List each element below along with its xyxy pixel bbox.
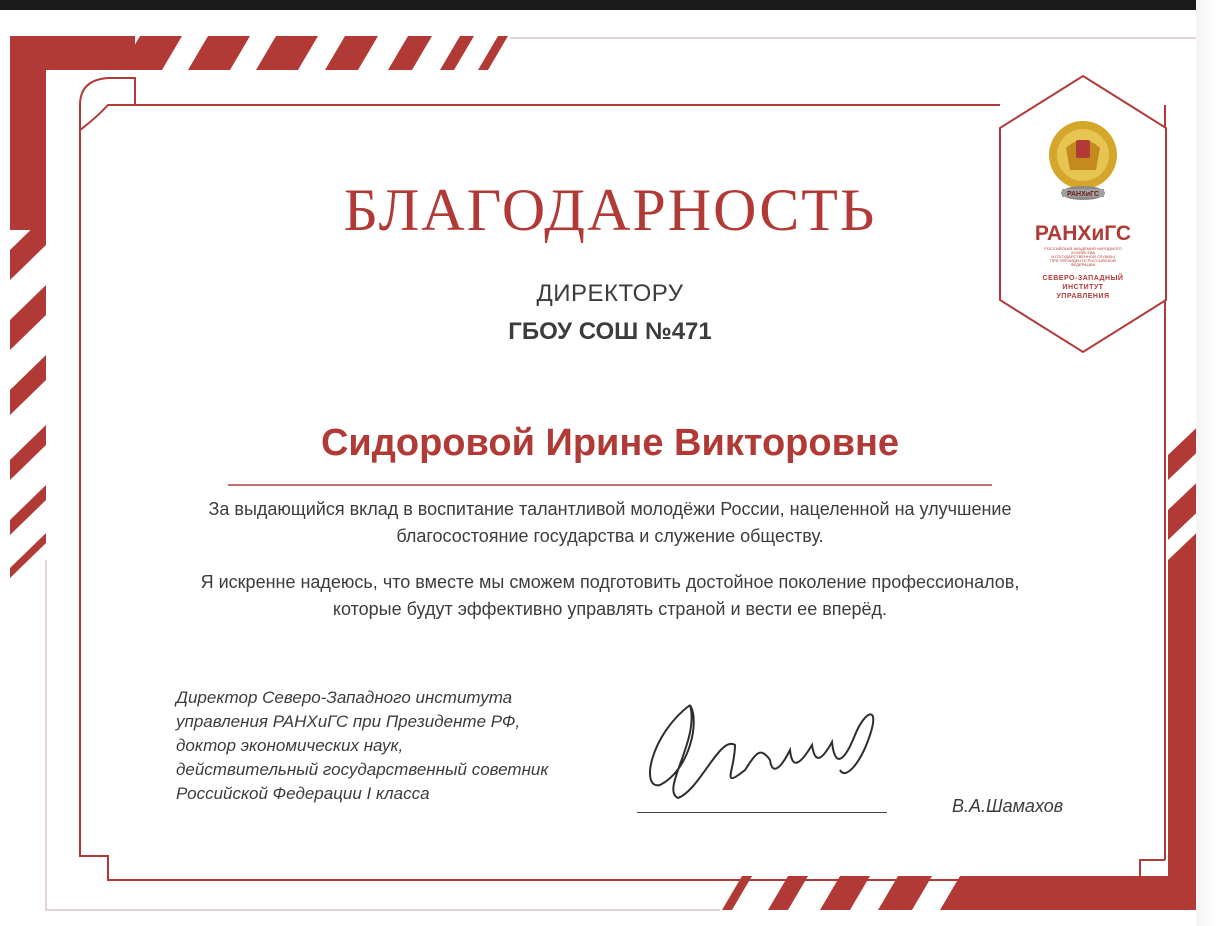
- recipient-name: Сидоровой Ирине Викторовне: [320, 422, 900, 464]
- signer-title-line: Директор Северо-Западного института: [176, 688, 513, 707]
- signer-title-line: управления РАНХиГС при Президенте РФ,: [176, 712, 521, 731]
- corner-band-top-left: [10, 36, 135, 230]
- top-stripes: [120, 36, 508, 70]
- gratitude-paragraph: [190, 496, 1030, 550]
- signer-title-line: Российской Федерации I класса: [176, 784, 430, 803]
- hope-paragraph: [190, 569, 1030, 623]
- certificate-title: БЛАГОДАРНОСТЬ: [343, 177, 877, 243]
- paragraph-line: благосостояние государства и служение обществу.: [396, 526, 824, 546]
- logo-institute-line: УПРАВЛЕНИЯ: [1056, 293, 1110, 300]
- logo-abbreviation: РАНХиГС: [1034, 222, 1132, 245]
- logo-hexagon: [1000, 76, 1166, 352]
- logo-academy-fullname: [1042, 247, 1124, 267]
- logo-tiny-line: ПРИ ПРЕЗИДЕНТЕ РОССИЙСКОЙ ФЕДЕРАЦИИ: [1050, 258, 1116, 267]
- bottom-stripes: [722, 876, 932, 910]
- signer-title-line: действительный государственный советник: [176, 760, 549, 779]
- logo-institute-line: ИНСТИТУТ: [1062, 284, 1104, 291]
- inner-frame-corner-tl: [80, 105, 135, 130]
- paragraph-line: За выдающийся вклад в воспитание талантливой молодёжи России, нацеленной на улучшение: [208, 499, 1012, 519]
- paragraph-line: Я искренне надеюсь, что вместе мы сможем подготовить достойное поколение профессионалов,: [200, 572, 1020, 592]
- logo-institute-name: [1020, 274, 1146, 301]
- logo-institute-line: СЕВЕРО-ЗАПАДНЫЙ: [1042, 275, 1124, 282]
- signer-title-line: доктор экономических наук,: [176, 736, 404, 755]
- paragraph-line: которые будут эффективно управлять страной и вести ее вперёд.: [332, 599, 888, 619]
- signature-icon: [650, 705, 873, 798]
- logo-tiny-line: И ГОСУДАРСТВЕННОЙ СЛУЖБЫ: [1051, 254, 1115, 259]
- name-underline: [228, 484, 992, 486]
- recipient-role: ДИРЕКТОРУ: [536, 280, 684, 307]
- signer-name: В.А.Шамахов: [952, 796, 1064, 816]
- logo-tiny-line: РОССИЙСКАЯ АКАДЕМИЯ НАРОДНОГО ХОЗЯЙСТВА: [1044, 246, 1122, 255]
- svg-text:РАНХиГС: РАНХиГС: [1066, 191, 1100, 198]
- signature-line: [637, 812, 887, 813]
- recipient-organization: ГБОУ СОШ №471: [508, 318, 712, 345]
- left-stripes: [10, 215, 46, 578]
- scan-right-edge: [1196, 0, 1216, 926]
- signer-title: [176, 686, 556, 806]
